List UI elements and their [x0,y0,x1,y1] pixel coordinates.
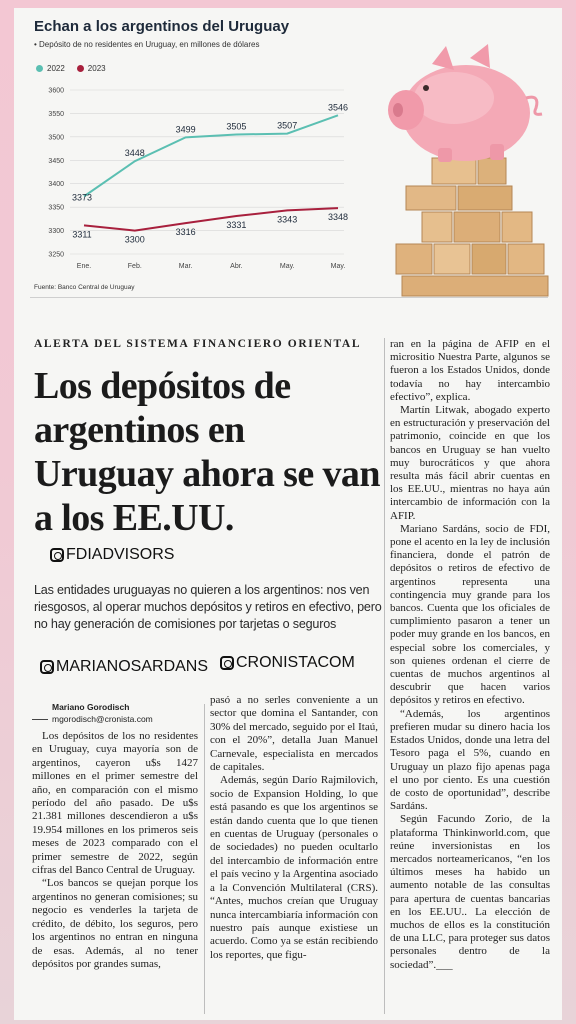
paragraph: “Los bancos se quejan porque los argentinos no generan comisiones; su negocio es venderles la tarjeta de crédito, de débito, los seguros, pero los argentinos no entran en ninguna de esas. Además, al no tener depósitos por grandes sumas, [32,877,198,970]
data-label: 3311 [72,229,92,240]
chart-title: Echan a los argentinos del Uruguay [34,18,290,35]
author-email [32,714,153,724]
data-label: 3507 [277,120,298,131]
handle-cronistacom [220,654,355,672]
author-email-text: mgorodisch@cronista.com [52,714,153,724]
article-column-2 [210,694,378,962]
headline: Los depósitos de argentinos en Uruguay ahora se van a los EE.UU. [34,365,380,539]
y-tick-label: 3300 [48,228,64,236]
legend-label-2023: 2023 [87,64,106,73]
data-label: 3300 [124,234,145,245]
newspaper-page [14,8,562,1020]
chart-legend [36,64,106,73]
column-divider [384,338,385,1014]
handle-fdiadvisors [50,546,174,564]
data-label: 3348 [327,212,349,223]
data-label: 3316 [175,227,196,238]
y-tick-label: 3500 [48,134,64,142]
handle-marianosardans-text: MARIANOSARDANS [56,658,209,675]
y-tick-label: 3350 [48,204,64,212]
y-tick-label: 3250 [48,251,64,259]
data-label: 3373 [71,192,93,203]
x-tick-label: Feb. [127,263,142,270]
instagram-icon [50,548,64,562]
section-kicker: ALERTA DEL SISTEMA FINANCIERO ORIENTAL [34,338,362,350]
y-tick-label: 3450 [48,157,64,165]
paragraph: pasó a no serles conveniente a un sector que domina el Santander, con 30% del mercado, seguido por el Itaú, con el 20%”, detalla Juan Manuel Carnevale, especialista en mercados de capitales. [210,694,378,774]
series-line-2023 [84,208,338,230]
data-label: 3448 [124,148,145,159]
legend-label-2022: 2022 [47,64,65,73]
column-divider [204,704,205,1014]
subhead: Las entidades uruguayas no quieren a los argentinos: nos ven riesgosos, al operar muchos depósitos y retiros en efectivo, pero no hay generación de comisiones por tarjetas o seguros [34,583,382,631]
y-tick-label: 3550 [48,110,64,118]
x-tick-label: May. [279,263,295,270]
chart-divider [30,297,548,298]
instagram-icon [40,660,54,674]
author-name: Mariano Gorodisch [52,702,130,712]
data-label: 3331 [226,220,247,231]
piggy-bank [388,44,542,162]
x-tick-label: Abr. [230,263,243,270]
y-tick-label: 3400 [48,181,64,189]
handle-cronistacom-text: CRONISTACOM [236,654,355,671]
legend-dot-2022 [36,65,43,72]
byline-dash [32,719,48,720]
chart-subtitle: • Depósito de no residentes en Uruguay, en millones de dólares [34,40,260,49]
paragraph: Además, según Darío Rajmilovich, socio de Expansion Holding, lo que está pasando es que los argentinos se están dando cuenta que lo que tienen en cuentas de Uruguay (personales o de sociedades) no pueden ocultarlo del intercambio de información entre el país vecino y la Argentina asociado a la Convención Multilateral (CRS). “Antes, muchos creían que Uruguay nunca intercambiaría información con nuestro país aunque existiese un acuerdo. Como ya se están recibiendo los reportes, que figu- [210,774,378,961]
line-chart [14,78,374,284]
chart-source: Fuente: Banco Central de Uruguay [34,284,135,291]
data-label: 3505 [226,121,247,132]
article-column-1 [32,730,198,971]
wooden-blocks [396,158,548,296]
handle-fdiadvisors-text: FDIADVISORS [66,546,175,563]
legend-item-2022 [36,64,65,73]
handle-marianosardans [40,658,208,676]
paragraph: ran en la página de AFIP en el micrositio Nuestra Parte, algunos se fueron a los Estados Unidos, donde todavía no hay intercambio efectivo”, explica. [390,338,550,403]
instagram-icon [220,656,234,670]
paragraph: Mariano Sardáns, socio de FDI, pone el acento en la ley de inclusión financiera, donde el patrón de depósitos o retiros de efectivo de argentinos representa una contingencia muy grande para los bancos. Cuenta que los oficiales de cumplimiento pasaron a tener un poder muy grande en los bancos, en especial sobre los comerciales, y son quienes ordenan el cierre de cuentas de muchos argentinos al descubrir que hacen varios depósitos y retiros en efectivo. [390,522,550,707]
piggy-bank-illustration [366,18,556,298]
legend-dot-2023 [77,65,84,72]
legend-item-2023 [77,64,106,73]
x-tick-label: May. [330,263,346,270]
data-label: 3546 [327,102,349,113]
article-column-3 [390,338,550,972]
y-tick-label: 3600 [48,87,64,95]
series-line-2022 [84,115,338,196]
data-label: 3499 [175,124,196,135]
data-label: 3343 [277,214,298,225]
paragraph: Según Facundo Zorio, de la plataforma Thinkinworld.com, que reúne inversionistas en los mercados norteamericanos, “en los últimos meses ha habido un aumento notable de las consultas para apertura de cuentas bancarias en los EE.UU.. La elección de muchos de ellos es la constitución de una LLC, para proteger sus datos personales dentro de la sociedad”.___ [390,813,550,971]
paragraph: Los depósitos de los no residentes en Uruguay, cuya mayoría son de argentinos, cayeron u$s 1427 millones en el primer semestre del año, en comparación con el mismo período del año pasado. De u$s 21.381 millones descendieron a u$s 19.954 millones en los primeros seis meses de 2023 comparado con el primer semestre de 2022, según cifras del Banco Central de Uruguay. [32,730,198,877]
paragraph: “Además, los argentinos prefieren mudar su dinero hacia los Estados Unidos, donde una letra del Tesoro paga el 5%, cuando en Uruguay un plazo fijo apenas paga el uno por ciento. Es una cuestión de costo de oportunidad”, describe Sardáns. [390,707,550,813]
x-tick-label: Ene. [76,263,92,270]
paragraph: Martín Litwak, abogado experto en estructuración y preservación del patrimonio, coincide en que los bancos en Uruguay se han vuelto muy burocráticos y que ahora resulta más fácil abrir cuentas en los EE.UU., mientras no haya aún intercambio de información con la AFIP. [390,404,550,522]
x-tick-label: Mar. [178,263,193,270]
